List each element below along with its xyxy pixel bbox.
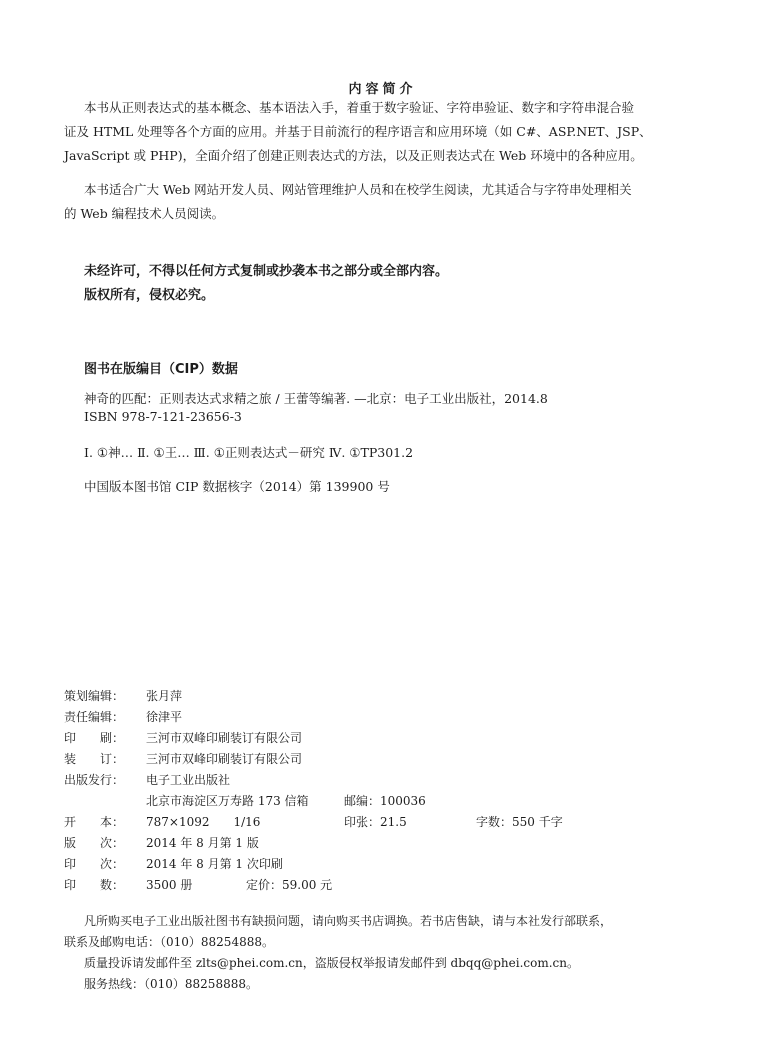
edition-label: 版 次：: [64, 836, 125, 850]
binding-value: 三河市双峰印刷装订有限公司: [146, 752, 303, 766]
cip-library-record: 中国版本图书馆 CIP 数据核字（2014）第 139900 号: [84, 479, 390, 494]
copyright-notice: 未经许可，不得以任何方式复制或抄袭本书之部分或全部内容。: [84, 264, 449, 279]
impression-row: [64, 855, 704, 873]
price: 定价：59.00 元: [246, 878, 333, 892]
binding-label: 装 订：: [64, 752, 125, 766]
publisher-value: 电子工业出版社: [146, 773, 231, 787]
editor-value: 徐津平: [146, 710, 183, 724]
copies-value: 3500 册: [146, 878, 193, 892]
section-title: 内容简介: [348, 82, 417, 97]
printing-value: 三河市双峰印刷装订有限公司: [146, 731, 303, 745]
binding-row: [64, 750, 704, 768]
address-row: [64, 792, 704, 810]
impression-value: 2014 年 8 月第 1 次印刷: [146, 857, 283, 871]
summary-line-4: 本书适合广大 Web 网站开发人员、网站管理维护人员和在校学生阅读，尤其适合与字符串处理相关: [84, 182, 632, 197]
format-label: 开 本：: [64, 815, 125, 829]
notice-line-3: 质量投诉请发邮件至 zlts@phei.com.cn，盗版侵权举报请发邮件到 dbqq@phei.com.cn。: [84, 956, 580, 970]
notice-line-4: 服务热线：（010）88258888。: [84, 977, 258, 991]
cip-classification: Ⅰ. ①神… Ⅱ. ①王… Ⅲ. ①正则表达式－研究 Ⅳ. ①TP301.2: [84, 445, 414, 460]
cip-heading: 图书在版编目（CIP）数据: [84, 362, 238, 377]
publisher-label: 出版发行：: [64, 773, 125, 787]
postcode: 邮编：100036: [344, 794, 426, 808]
editor-label: 责任编辑：: [64, 710, 125, 724]
copies-row: [64, 876, 704, 894]
publisher-address: 北京市海淀区万寿路 173 信箱: [146, 794, 309, 808]
summary-line-5: 的 Web 编程技术人员阅读。: [64, 206, 225, 221]
summary-line-1: 本书从正则表达式的基本概念、基本语法入手，着重于数字验证、字符串验证、数字和字符串混合验: [84, 100, 635, 115]
planning-editor-value: 张月萍: [146, 689, 183, 703]
cip-title-line: 神奇的匹配：正则表达式求精之旅 / 王蕾等编著. —北京：电子工业出版社，2014.8: [84, 391, 548, 406]
cip-isbn: ISBN 978-7-121-23656-3: [84, 409, 242, 424]
format-value: 787×1092 1/16: [146, 815, 261, 829]
publisher-row: [64, 771, 704, 789]
editor-row: [64, 708, 704, 726]
printing-row: [64, 729, 704, 747]
planning-editor-row: [64, 687, 704, 705]
word-count: 字数：550 千字: [476, 815, 563, 829]
format-row: [64, 813, 704, 831]
copies-label: 印 数：: [64, 878, 125, 892]
copyright-reserved: 版权所有，侵权必究。: [84, 288, 215, 303]
impression-label: 印 次：: [64, 857, 125, 871]
planning-editor-label: 策划编辑：: [64, 689, 125, 703]
summary-line-3: JavaScript 或 PHP)，全面介绍了创建正则表达式的方法，以及正则表达式在 Web 环境中的各种应用。: [64, 148, 643, 163]
printing-label: 印 刷：: [64, 731, 125, 745]
notice-line-2: 联系及邮购电话：（010）88254888。: [64, 935, 274, 949]
notice-line-1: 凡所购买电子工业出版社图书有缺损问题，请向购买书店调换。若书店售缺，请与本社发行部联系，: [84, 914, 613, 928]
edition-row: [64, 834, 704, 852]
printed-sheets: 印张：21.5: [344, 815, 407, 829]
edition-value: 2014 年 8 月第 1 版: [146, 836, 259, 850]
summary-line-2: 证及 HTML 处理等各个方面的应用。并基于目前流行的程序语言和应用环境（如 C#、ASP.NET、JSP、: [64, 124, 652, 139]
